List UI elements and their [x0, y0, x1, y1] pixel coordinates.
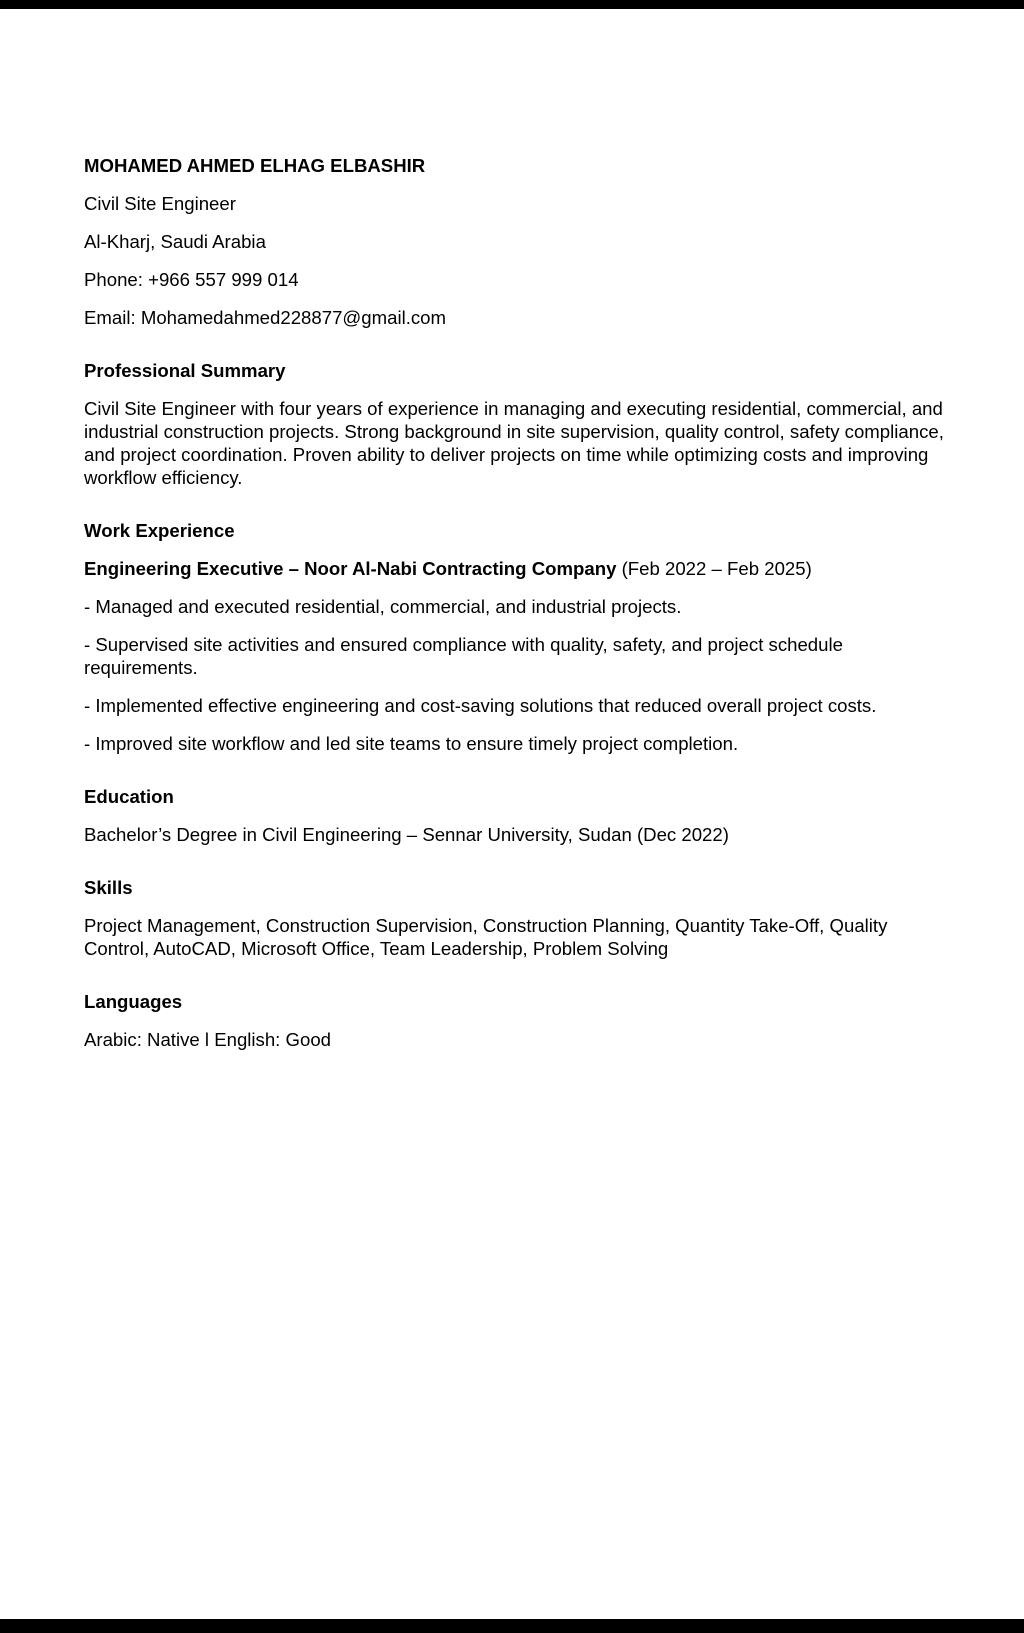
location: Al-Kharj, Saudi Arabia: [84, 231, 266, 252]
experience-bullet: - Supervised site activities and ensured compliance with quality, safety, and project schedule requirements.: [84, 634, 843, 678]
summary-heading: Professional Summary: [84, 360, 286, 381]
experience-bullet: - Managed and executed residential, commercial, and industrial projects.: [84, 596, 682, 617]
job-title: Civil Site Engineer: [84, 193, 236, 214]
education-heading: Education: [84, 786, 174, 807]
education-text: Bachelor’s Degree in Civil Engineering – Sennar University, Sudan (Dec 2022): [84, 824, 729, 845]
resume-page: [0, 9, 1024, 1619]
resume-content: [84, 154, 944, 1051]
experience-bullet: - Implemented effective engineering and cost-saving solutions that reduced overall project costs.: [84, 695, 877, 716]
skills-heading: Skills: [84, 877, 133, 898]
candidate-name: MOHAMED AHMED ELHAG ELBASHIR: [84, 155, 426, 176]
phone: Phone: +966 557 999 014: [84, 269, 299, 290]
experience-job: [84, 557, 944, 580]
languages-heading: Languages: [84, 991, 183, 1012]
experience-job-dates: (Feb 2022 – Feb 2025): [616, 558, 812, 579]
email: Email: Mohamedahmed228877@gmail.com: [84, 307, 447, 328]
skills-text: Project Management, Construction Supervision, Construction Planning, Quantity Take-Off, Quality Control, AutoCAD, Microsoft Office, Team Leadership, Problem Solving: [84, 915, 888, 959]
experience-bullet: - Improved site workflow and led site teams to ensure timely project completion.: [84, 733, 739, 754]
languages-text: Arabic: Native l English: Good: [84, 1029, 332, 1050]
experience-heading: Work Experience: [84, 520, 235, 541]
summary-text: Civil Site Engineer with four years of experience in managing and executing residential, commercial, and industrial construction projects. Strong background in site supervision, quality control, safety compliance, and project coordination. Proven ability to deliver projects on time while optimizing costs and improving workflow efficiency.: [84, 398, 944, 488]
experience-job-title: Engineering Executive – Noor Al-Nabi Contracting Company: [84, 558, 617, 579]
